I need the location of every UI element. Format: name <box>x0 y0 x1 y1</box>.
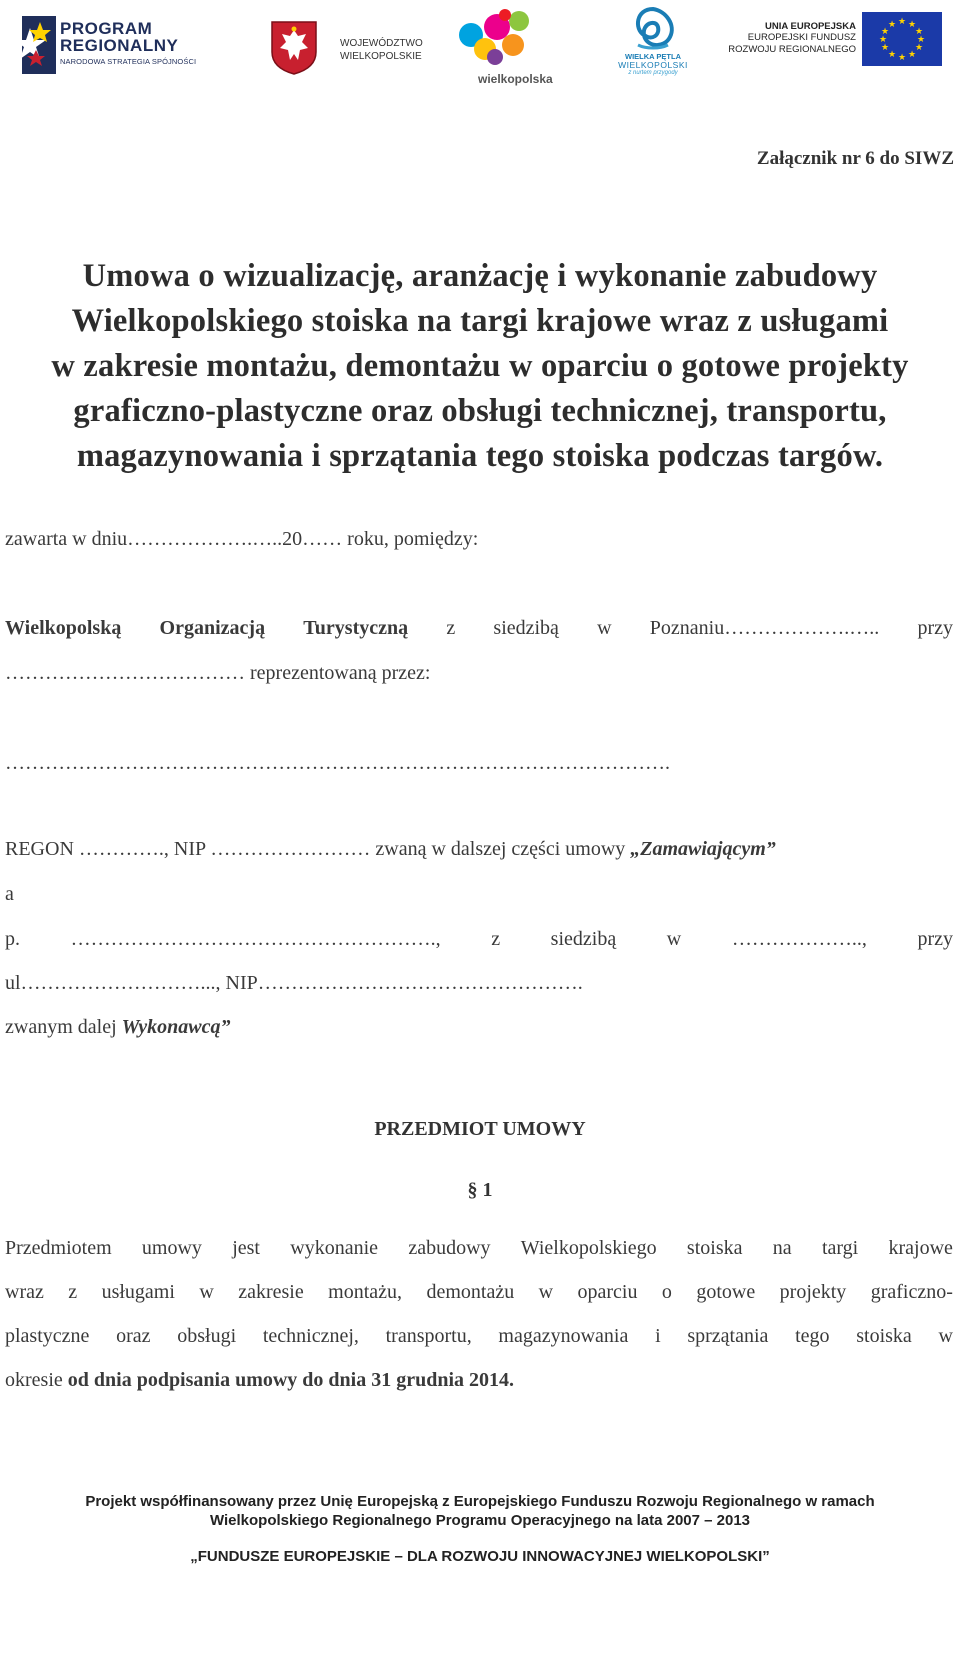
body-word: Przedmiotem <box>5 1237 112 1259</box>
title-line: graficzno-plastyczne oraz obsługi technicznej, transportu, <box>73 393 887 429</box>
body-word: w <box>938 1325 953 1347</box>
contract-period: od dnia podpisania umowy do dnia 31 grudnia 2014. <box>67 1369 515 1391</box>
body-line4 <box>5 1369 514 1392</box>
svg-text:★: ★ <box>907 20 917 30</box>
party1-word: Organizacją <box>159 617 266 639</box>
svg-text:★: ★ <box>914 27 924 37</box>
svg-text:★: ★ <box>887 50 897 60</box>
zamawiajacy-role: „Zamawiającym” <box>630 838 776 860</box>
party1-word: Wielkopolską <box>5 617 122 639</box>
body-line1 <box>5 1237 953 1260</box>
title-line: magazynowania i sprzątania tego stoiska podczas targów. <box>76 438 884 474</box>
party2-word: p. <box>5 928 20 950</box>
section-heading: PRZEDMIOT UMOWY <box>374 1118 586 1140</box>
ue-line2: EUROPEJSKI FUNDUSZ <box>747 32 856 44</box>
party2-word: ……………….., <box>731 928 867 950</box>
ue-text <box>718 21 856 55</box>
body-word: Wielkopolskiego <box>520 1237 657 1259</box>
wielka-petla-line1: WIELKA PĘTLA <box>625 52 681 61</box>
body-word: oraz <box>116 1325 151 1347</box>
body-word: w <box>199 1281 214 1303</box>
body-word: sprzątania <box>687 1325 769 1347</box>
party2-word: z <box>491 928 501 950</box>
wojewodztwo-line1: WOJEWÓDZTWO <box>340 38 423 49</box>
wielka-petla-line3: z nurtem przygody <box>628 69 678 76</box>
body-word: jest <box>232 1237 260 1259</box>
body-word: o <box>661 1281 672 1303</box>
party2-line2: ul………………………..., NIP…………………………………………. <box>5 972 583 994</box>
body-word: magazynowania <box>498 1325 629 1347</box>
body-word: stoiska <box>686 1237 743 1259</box>
body-word: umowy <box>141 1237 202 1259</box>
program-regionalny-star-icon <box>18 14 58 76</box>
title-line: Wielkopolskiego stoiska na targi krajowe wraz z usługami <box>71 303 889 339</box>
contract-title <box>0 254 960 479</box>
program-regionalny-line3: NARODOWA STRATEGIA SPÓJNOŚCI <box>60 57 197 66</box>
ue-flag-logo <box>862 12 942 66</box>
eu-flag-icon <box>862 12 942 66</box>
party2-word: w <box>666 928 682 950</box>
body-word: z <box>68 1281 78 1303</box>
body-word: krajowe <box>888 1237 953 1259</box>
body-word: montażu, <box>328 1281 403 1303</box>
contract-date-line: zawarta w dniu……………….…..20…… roku, pomiędzy: <box>5 528 479 550</box>
program-regionalny-line1: PROGRAM <box>60 19 153 38</box>
body-word: wykonanie <box>290 1237 379 1259</box>
program-regionalny-text <box>60 20 196 66</box>
footer-line2: Wielkopolskiego Regionalnego Programu Operacyjnego na lata 2007 – 2013 <box>209 1512 751 1529</box>
body-word: oparciu <box>577 1281 638 1303</box>
body-word: na <box>772 1237 792 1259</box>
body-line2 <box>5 1281 953 1304</box>
body-word: transportu, <box>385 1325 472 1347</box>
body-word: demontażu <box>426 1281 515 1303</box>
body-word: gotowe <box>696 1281 756 1303</box>
title-line: w zakresie montażu, demontażu w oparciu o gotowe projekty <box>51 348 909 384</box>
wielkopolska-shapes-icon <box>455 5 535 71</box>
wielka-petla-text <box>615 53 691 76</box>
party2-prefix: zwanym dalej <box>5 1016 122 1038</box>
paragraph-number: § 1 <box>467 1179 493 1201</box>
wielka-petla-logo <box>630 5 676 53</box>
regon-text: REGON …………., NIP …………………… zwaną w dalszej części umowy <box>5 838 631 860</box>
body-word: obsługi <box>177 1325 237 1347</box>
svg-text:★: ★ <box>887 20 897 30</box>
wojewodztwo-text <box>340 38 423 63</box>
party2-line3 <box>5 1016 231 1039</box>
body-word: stoiska <box>856 1325 912 1347</box>
wojewodztwo-crest-logo <box>270 20 318 76</box>
footer-slogan: „FUNDUSZE EUROPEJSKIE – DLA ROZWOJU INNOWACYJNEJ WIELKOPOLSKI” <box>190 1548 770 1565</box>
svg-text:★: ★ <box>914 43 924 53</box>
wielkopolska-logo <box>455 5 535 71</box>
party2-line1 <box>5 928 953 951</box>
party2-word: ………………………………………………., <box>70 928 441 950</box>
program-regionalny-logo <box>18 14 58 76</box>
body-word: i <box>655 1325 661 1347</box>
ue-line1: UNIA EUROPEJSKA <box>765 21 856 32</box>
footer-line1: Projekt współfinansowany przez Unię Europejską z Europejskiego Funduszu Rozwoju Regionalnego w ramach <box>85 1493 875 1510</box>
body-word: w <box>538 1281 554 1303</box>
svg-text:★: ★ <box>880 43 890 53</box>
party1-word: siedzibą <box>493 617 559 639</box>
title-line: Umowa o wizualizację, aranżację i wykonanie zabudowy <box>82 258 878 294</box>
header-logo-strip <box>0 0 960 100</box>
body-word: plastyczne <box>5 1325 90 1347</box>
party2-word: przy <box>917 928 953 950</box>
party2-word: siedzibą <box>550 928 617 950</box>
body-line3 <box>5 1325 953 1348</box>
wojewodztwo-line2: WIELKOPOLSKIE <box>340 50 422 62</box>
party1-line1 <box>5 617 953 640</box>
body-line4-prefix: okresie <box>5 1369 68 1391</box>
program-regionalny-line2: REGIONALNY <box>60 36 179 55</box>
body-word: zabudowy <box>408 1237 491 1259</box>
body-word: zakresie <box>238 1281 304 1303</box>
annex-label: Załącznik nr 6 do SIWZ <box>756 148 954 169</box>
svg-text:★: ★ <box>897 53 907 63</box>
wielkopolska-label: wielkopolska <box>478 72 553 86</box>
wykonawca-role: Wykonawcą” <box>121 1016 231 1038</box>
party1-line2: ……………………………… reprezentowaną przez: <box>5 662 431 684</box>
knot-loop-icon <box>630 5 676 53</box>
party1-word: Turystyczną <box>303 617 409 639</box>
svg-text:★: ★ <box>916 35 926 45</box>
party1-word: w <box>597 617 612 639</box>
body-word: usługami <box>101 1281 175 1303</box>
svg-text:★: ★ <box>907 50 917 60</box>
body-word: targi <box>821 1237 859 1259</box>
wielka-petla-line2: WIELKOPOLSKI <box>618 59 688 70</box>
regon-line <box>5 838 776 861</box>
svg-text:★: ★ <box>897 17 907 27</box>
body-word: graficzno- <box>870 1281 953 1303</box>
representative-dots-line: ………………………………………………………………………………………. <box>5 752 670 774</box>
eagle-crest-icon <box>270 20 318 76</box>
body-word: projekty <box>779 1281 847 1303</box>
body-word: tego <box>795 1325 830 1347</box>
svg-text:★: ★ <box>878 35 888 45</box>
conjunction-a: a <box>5 883 14 905</box>
ue-line3: ROZWOJU REGIONALNEGO <box>728 43 856 55</box>
svg-text:★: ★ <box>880 27 890 37</box>
body-word: technicznej, <box>262 1325 359 1347</box>
party1-word: z <box>446 617 456 639</box>
body-word: wraz <box>5 1281 44 1303</box>
party1-word: przy <box>917 617 953 639</box>
party1-word: Poznaniu……………….….. <box>649 617 880 639</box>
